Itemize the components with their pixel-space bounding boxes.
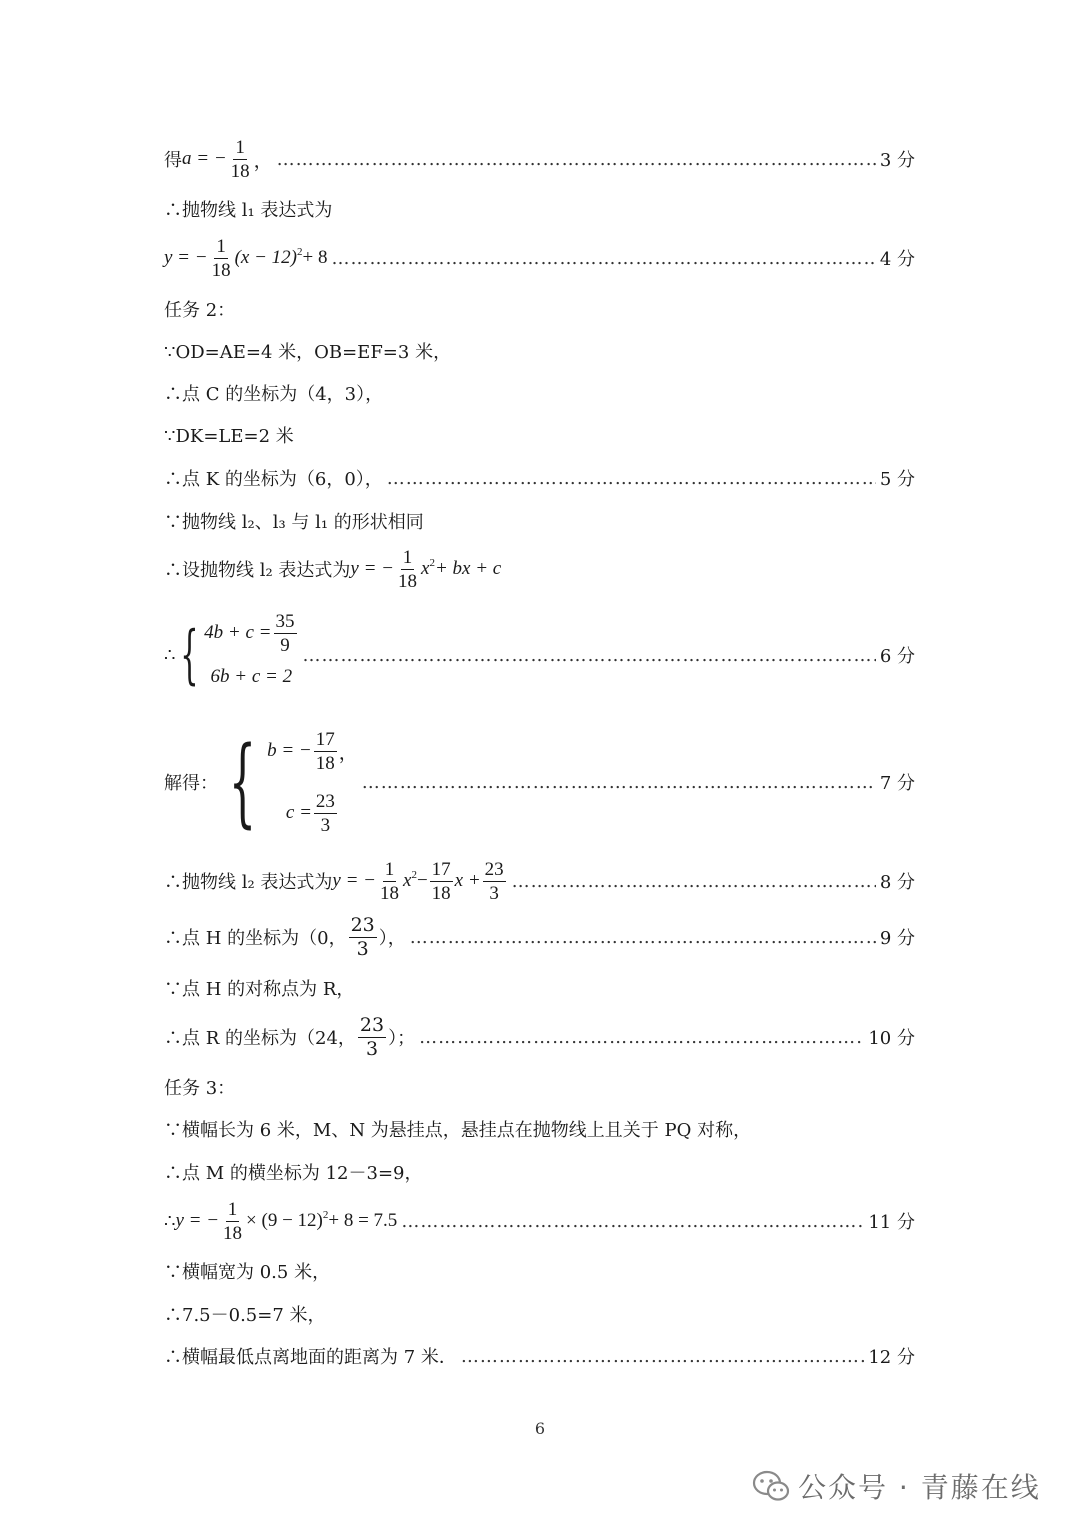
numerator: 23 — [484, 858, 504, 880]
exponent: 2 — [429, 557, 435, 569]
text: ∴抛物线 l₁ 表达式为 — [164, 200, 333, 221]
line-subtraction — [164, 1301, 915, 1327]
line-given-lengths — [164, 338, 915, 364]
fraction — [396, 547, 419, 592]
formula — [164, 236, 327, 281]
numerator: 23 — [359, 1013, 385, 1036]
tail: + 8 — [302, 247, 328, 268]
fraction — [314, 791, 337, 836]
denominator: 3 — [320, 814, 331, 836]
exponent: 2 — [297, 246, 303, 258]
formula — [332, 859, 507, 904]
lhs: b = − — [267, 740, 312, 761]
score: 9 分 — [879, 928, 915, 949]
text: 任务 2： — [164, 300, 236, 321]
leader-dots — [512, 871, 876, 892]
operator: − — [416, 870, 428, 891]
exponent: 2 — [411, 869, 417, 881]
denominator: 18 — [431, 882, 451, 904]
system — [267, 726, 358, 838]
equation-2 — [211, 657, 293, 697]
leader-dots — [362, 772, 876, 793]
variable: x — [421, 558, 430, 579]
text: ∵点 H 的对称点为 R， — [164, 979, 355, 1000]
lhs: y = − — [164, 247, 208, 268]
variable: x — [403, 870, 412, 891]
leader-dots — [277, 149, 876, 170]
numerator: 1 — [227, 1198, 238, 1220]
numerator: 23 — [350, 913, 375, 936]
leader-dots — [387, 468, 876, 489]
text: ∵横幅宽为 0.5 米， — [164, 1262, 331, 1283]
suffix: ， — [253, 150, 273, 172]
denominator: 3 — [489, 882, 499, 904]
text: ∴点 R 的坐标为（24， — [164, 1028, 356, 1049]
wechat-icon — [752, 1470, 790, 1502]
line-parabola-l1-expression — [164, 234, 915, 282]
score: 7 分 — [879, 773, 915, 794]
c-value — [286, 788, 339, 838]
watermark-text: 公众号 · 青藤在线 — [798, 1471, 1041, 1504]
leader-dots — [303, 645, 876, 666]
text: ∴点 C 的坐标为（4，3）， — [164, 384, 384, 405]
fraction — [314, 729, 337, 774]
exponent: 2 — [322, 1209, 329, 1221]
denominator: 9 — [280, 634, 290, 656]
score: 4 分 — [879, 249, 915, 270]
text: ∴抛物线 l₂ 表达式为 — [164, 872, 333, 893]
lhs: c = — [285, 802, 312, 823]
line-task2-heading — [164, 296, 915, 322]
line-y-value — [164, 1196, 915, 1246]
line-equation-system — [164, 610, 915, 700]
denominator: 3 — [365, 1037, 379, 1060]
term: × (9 − 12) — [246, 1210, 323, 1231]
text: ∴ — [164, 1210, 176, 1232]
text: ∴横幅最低点离地面的距离为 7 米． — [164, 1347, 457, 1368]
score: 11 分 — [868, 1212, 915, 1233]
line-banner-width — [164, 1258, 915, 1284]
numerator: 17 — [315, 728, 335, 750]
line-point-r — [164, 1012, 915, 1062]
leader-dots — [401, 1211, 864, 1232]
text: ）； — [388, 1028, 416, 1049]
line-banner-length — [164, 1116, 915, 1142]
text: ∵DK=LE=2 米 — [164, 426, 294, 447]
formula — [182, 137, 273, 182]
equation-1 — [204, 610, 298, 656]
line-symmetric-point — [164, 975, 915, 1001]
line-parabola-l1-label — [164, 196, 915, 222]
text: ）， — [378, 928, 406, 949]
lhs: a = − — [182, 148, 227, 169]
lhs: y = − — [175, 1210, 220, 1231]
text: ∴点 K 的坐标为（6，0）， — [164, 469, 383, 490]
term: x + — [454, 870, 481, 891]
b-value — [267, 726, 358, 776]
denominator: 18 — [211, 259, 231, 281]
line-solution — [164, 724, 915, 840]
denominator: 18 — [380, 882, 399, 904]
text: ∴点 M 的横坐标为 12－3=9， — [164, 1163, 423, 1184]
lhs: y = − — [332, 870, 376, 891]
denominator: 18 — [230, 160, 250, 182]
text: ∵OD=AE=4 米，OB=EF=3 米， — [164, 342, 452, 363]
lhs: 4b + c = — [204, 622, 272, 643]
fraction — [274, 611, 297, 656]
score: 5 分 — [879, 469, 915, 490]
leader-dots — [461, 1346, 864, 1367]
suffix: ， — [338, 742, 358, 764]
fraction — [483, 859, 506, 904]
text: 解得： — [164, 773, 218, 794]
fraction — [358, 1015, 386, 1060]
tail: + bx + c — [434, 558, 502, 579]
numerator: 1 — [402, 546, 413, 568]
system — [204, 610, 298, 697]
equation: 6b + c = 2 — [210, 666, 293, 687]
line-a-value — [164, 136, 915, 182]
fraction — [378, 859, 401, 904]
numerator: 23 — [315, 790, 335, 812]
text: ∴点 H 的坐标为（0， — [164, 928, 347, 949]
numerator: 1 — [235, 136, 245, 158]
line-same-shape — [164, 508, 915, 534]
text: 得 — [164, 150, 182, 171]
line-set-l2 — [164, 544, 915, 594]
text: ∴7.5－0.5=7 米， — [164, 1305, 326, 1326]
line-point-c — [164, 380, 915, 406]
line-task3-heading — [164, 1074, 915, 1100]
fraction — [349, 915, 377, 960]
denominator: 18 — [315, 752, 335, 774]
page-number: 6 — [534, 1419, 546, 1438]
line-point-m — [164, 1159, 915, 1185]
numerator: 35 — [275, 610, 295, 632]
leader-dots — [331, 248, 875, 269]
text: 任务 3： — [164, 1078, 236, 1099]
score: 10 分 — [868, 1028, 915, 1049]
line-point-h — [164, 912, 915, 962]
denominator: 18 — [223, 1222, 243, 1244]
fraction — [229, 137, 252, 182]
line-point-k — [164, 465, 915, 491]
text: ∴ — [164, 644, 176, 666]
formula — [350, 547, 501, 592]
leader-dots — [419, 1027, 864, 1048]
line-conclusion — [164, 1343, 915, 1369]
formula — [175, 1199, 397, 1244]
leader-dots — [410, 927, 876, 948]
text: ∴设抛物线 l₂ 表达式为 — [164, 560, 351, 581]
score: 12 分 — [868, 1347, 915, 1368]
score: 3 分 — [879, 150, 915, 171]
brace: { — [228, 726, 257, 838]
denominator: 18 — [398, 570, 417, 592]
text: ∵抛物线 l₂、l₃ 与 l₁ 的形状相同 — [164, 512, 424, 533]
line-l2-expression — [164, 856, 915, 906]
fraction — [210, 236, 233, 281]
tail: + 8 = 7.5 — [328, 1210, 398, 1231]
brace: { — [180, 618, 199, 692]
line-dk-le — [164, 422, 915, 448]
score: 8 分 — [879, 872, 915, 893]
numerator: 1 — [384, 858, 395, 880]
fraction — [221, 1199, 244, 1244]
numerator: 17 — [431, 858, 451, 880]
fraction — [430, 859, 453, 904]
lhs: y = − — [350, 558, 394, 579]
score: 6 分 — [879, 646, 915, 667]
term: (x − 12) — [234, 247, 297, 268]
numerator: 1 — [216, 235, 226, 257]
watermark — [752, 1466, 1041, 1506]
denominator: 3 — [356, 937, 369, 960]
text: ∵横幅长为 6 米，M、N 为悬挂点，悬挂点在抛物线上且关于 PQ 对称， — [164, 1120, 752, 1141]
